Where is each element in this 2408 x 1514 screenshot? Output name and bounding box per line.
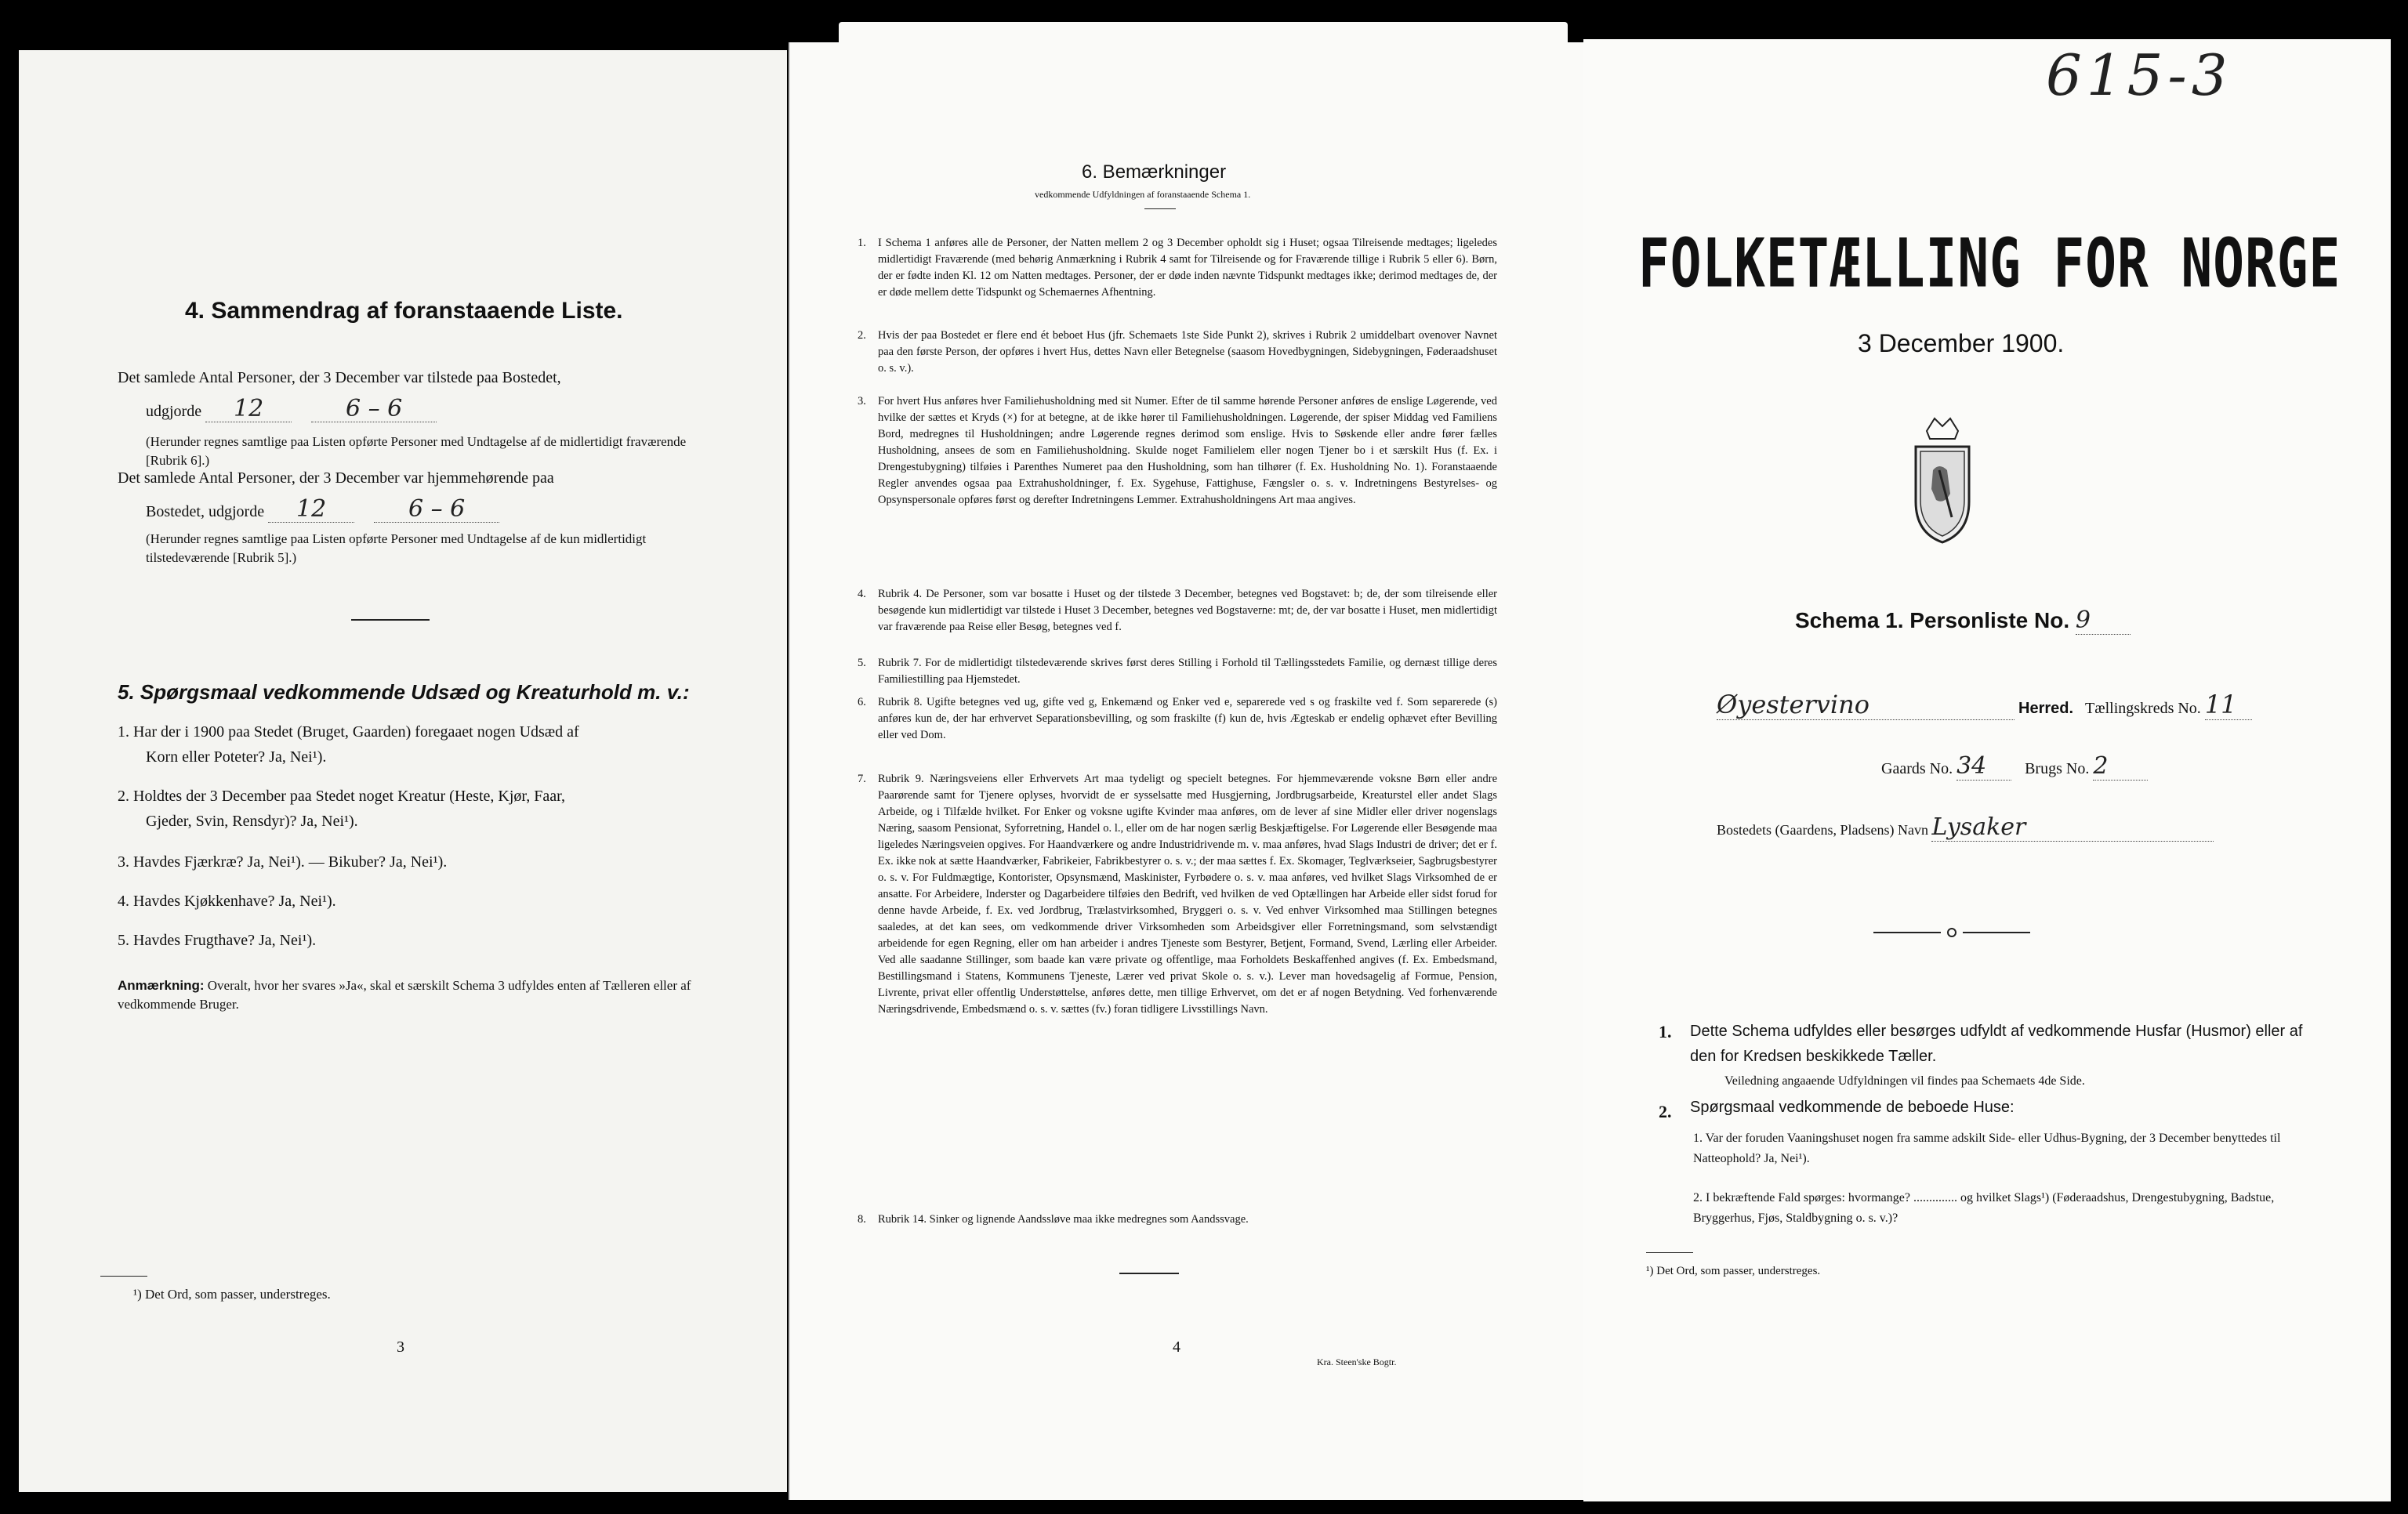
gaards-row [1881,752,2148,781]
kreds-label: Tællingskreds No. [2085,700,2201,717]
remark-number: 8. [858,1213,866,1226]
gaards-value: 34 [1956,752,2011,781]
q1b: Korn eller Poteter? Ja, Nei¹). [146,748,327,766]
remark-number: 1. [858,237,866,249]
remarks-rule [1144,208,1176,209]
coat-of-arms-emblem [1908,407,1977,549]
remark-number: 7. [858,773,866,785]
q2: 2. Holdtes der 3 December paa Stedet noget Kreatur (Heste, Kjør, Faar, [118,788,565,805]
schema-row [1795,607,2131,635]
remark-text: Hvis der paa Bostedet er flere end ét beboet Hus (jfr. Schemaets 1ste Side Punkt 2), skrives i Rubrik 2 umiddelbart ovenover Navnet paa den første Person, der opføres i hvert Hus, dettes Navn eller Betegnelse (saasom Hovedbygningen, Sidebygningen, Føderaadshuset o. s. v.). [878,329,1497,375]
instr1-text: Dette Schema udfyldes eller besørges udfyldt af vedkommende Husfar (Husmor) eller af den for Kredsen beskikkede Tæller. [1690,1023,2303,1065]
remark-number: 3. [858,395,866,407]
item1-value-row [146,397,742,424]
item1-note: (Herunder regnes samtlige paa Listen opførte Personer med Undtagelse af de midlertidigt fraværende [Rubrik 6].) [146,434,687,468]
remarks-subtitle: vedkommende Udfyldningen af foranstaaende Schema 1. [1035,189,1251,200]
herred-value: Øyestervino [1717,690,2015,720]
remark-item [858,694,1497,744]
item2-note: (Herunder regnes samtlige paa Listen opførte Personer med Undtagelse af de kun midlertidigt tilstedeværende [Rubrik 5].) [146,531,647,565]
right-footnote-rule [1646,1252,1693,1253]
right-footnote: ¹) Det Ord, som passer, understreges. [1646,1265,1821,1277]
mid-page-number: 4 [1173,1338,1180,1356]
remark-item [858,586,1497,636]
left-page-number: 3 [397,1338,404,1356]
remark-number: 4. [858,588,866,600]
schema-label: Schema 1. Personliste No. [1795,608,2070,632]
instr2-num: 2. [1659,1102,1672,1121]
remark-number: 6. [858,696,866,708]
remark-number: 5. [858,657,866,669]
remark-item [858,655,1497,688]
q5: 5. Havdes Frugthave? Ja, Nei¹). [118,932,317,949]
census-date: 3 December 1900. [1858,329,2065,357]
anm-text: Overalt, hvor her svares »Ja«, skal et særskilt Schema 3 udfyldes enten af Tælleren eller af vedkommende Bruger. [118,978,691,1012]
item1-text: Det samlede Antal Personer, der 3 December var tilstede paa Bostedet, [118,369,561,386]
section4-title: 4. Sammendrag af foranstaaende Liste. [185,298,623,324]
instr2-text: Spørgsmaal vedkommende de beboede Huse: [1690,1099,2015,1116]
remark-text: For hvert Hus anføres hver Familiehusholdning med sit Numer. Efter de til samme hørende Personer anføres de enslige Løgerende, ved hvilke der sættes et Kryds (×) for at betegne, at de ikke hører til Familiehusholdningen. Løgerende, der spiser Middag ved Familiens Bord, medregnes til Husholdningen; andre Løgerende regnes derimod som enslige. Hvis to Søskende eller andre fører fælles Husholdning, ansees de som en Familiehusholdning. Skulde noget Familielem eller nogen Tjener bo i et særskilt Hus (f. Ex. i Drengestubygning) tilføies i Parenthes Numeret paa den Husholdning, som han tilhører (f. Ex. Husholdning No. 1). Foranstaaende Regler anvendes ogsaa paa Extrahusholdninger, f. Ex. Sygehuse, Fattighuse, Fængsler o. s. v. Indretningens Bestyrelses- og Opsynspersonale opføres først og derefter Indretningens Lemmer. Extrahusholdningens Art maa angives. [878,395,1497,506]
footnote-rule [100,1276,147,1277]
ornament-divider [1873,925,2030,940]
instr2-q2: 2. I bekræftende Fald spørges: hvormange? .............. og hvilket Slags¹) (Føderaadshus, Drengestubygning, Badstue, Bryggerhus, Fjøs, Staldbygning o. s. v.)? [1693,1191,2275,1225]
bosted-label: Bostedets (Gaardens, Pladsens) Navn [1717,822,1928,838]
remark-text: Rubrik 8. Ugifte betegnes ved ug, gifte ved g, Enkemænd og Enker ved e, separerede ved s og fraskilte ved f. Som separerede (s) anføres kun de, der har erhvervet Separationsbevilling, og som fraskilte (f) kun de, hvis Ægteskab er endelig ophævet efter Bevilling eller ved Dom. [878,696,1497,741]
q3: 3. Havdes Fjærkræ? Ja, Nei¹). — Bikuber? Ja, Nei¹). [118,853,448,871]
item2-total: 12 [268,497,354,523]
printer-mark: Kra. Steen'ske Bogtr. [1317,1356,1397,1367]
gaards-label: Gaards No. [1881,760,1953,777]
item2-value-row [146,497,742,524]
instr1-note: Veiledning angaaende Udfyldningen vil findes paa Schemaets 4de Side. [1724,1074,2085,1088]
stamp-number: 615-3 [2046,42,2232,108]
remark-item [858,771,1497,1018]
remarks-title: 6. Bemærkninger [1082,161,1227,183]
q1: 1. Har der i 1900 paa Stedet (Bruget, Gaarden) foregaaet nogen Udsæd af [118,723,579,741]
remark-text: Rubrik 4. De Personer, som var bosatte i Huset og der tilstede 3 December, betegnes ved Bogstavet: b; de, der som tilreisende eller besøgende kun midlertidigt var tilstede i Huset 3 December, betegnes ved Bogstaverne: mt; de, der var bosatte i Huset, men midlertidigt var fraværende paa Reise eller Besøg, betegnes ved f. [878,588,1497,633]
herred-label: Herred. [2018,700,2074,717]
item2-text: Det samlede Antal Personer, der 3 December var hjemmehørende paa [118,469,554,487]
remark-item [858,393,1497,509]
remark-text: Rubrik 14. Sinker og lignende Aandssløve maa ikke medregnes som Aandssvage. [878,1213,1249,1226]
anmaerkning [118,976,713,1014]
divider [351,619,430,621]
mid-divider [1119,1273,1179,1274]
q2b: Gjeder, Svin, Rensdyr)? Ja, Nei¹). [146,813,358,830]
bosted-row [1717,813,2214,842]
item1-total: 12 [205,397,292,422]
udgjorde-label: udgjorde [146,403,202,420]
remark-text: I Schema 1 anføres alle de Personer, der Natten mellem 2 og 3 December opholdt sig i Huset; ogsaa Tilreisende medtages; ligeledes midlertidigt Fraværende (med behørig Anmærkning i Rubrik 4 samt for Tilreisende og for Fraværende tillige i Rubrik 5 eller 6). Børn, der er fødte inden Kl. 12 om Natten medtages. Personer, der er døde inden nævnte Tidspunkt medtages ikke; derimod medtages de, der er døde mellem dette Tidspunkt og Schemaernes Afhentning. [878,237,1497,299]
instr2-q1: 1. Var der foruden Vaaningshuset nogen fra samme adskilt Side- eller Udhus-Bygning, der 3 December benyttedes til Natteophold? Ja, Nei¹). [1693,1132,2281,1165]
kreds-value: 11 [2205,690,2252,720]
remark-item [858,1212,1497,1228]
bosted-value: Lysaker [1931,813,2214,842]
instr1-num: 1. [1659,1022,1672,1041]
section5-title: 5. Spørgsmaal vedkommende Udsæd og Kreaturhold m. v.: [118,680,690,704]
herred-row [1717,690,2252,720]
left-footnote: ¹) Det Ord, som passer, understreges. [133,1287,331,1302]
section4-item2 [118,465,713,491]
census-title: FOLKETÆLLING FOR NORGE [1638,224,2341,303]
remark-text: Rubrik 7. For de midlertidigt tilstedeværende skrives først deres Stilling i Forhold til Tællingsstedets Familie, og dernæst tillige deres Familiestilling paa Hjemstedet. [878,657,1497,686]
brugs-label: Brugs No. [2025,760,2090,777]
remark-text: Rubrik 9. Næringsveiens eller Erhvervets Art maa tydeligt og specielt betegnes. For hjemmeværende voksne Børn eller andre Paarørende samt for Tjenere oplyses, hvorvidt de er sysselsatte med Husgjerning, Jordbrugsarbeide, Kreaturstel eller andet Slags Arbeide, og i Tilfælde hvilket. For Enker og voksne ugifte Kvinder maa anføres, om de lever af sine Midler eller driver nogenslags Næring, saasom Pensionat, Syforretning, Handel o. l., eller om de har nogen særlig Beskjæftigelse. For Løgerende eller Besøgende maa ligeledes Næringsveien opgives. For Haandværkere og andre Industridrivende m. v. maa anføres, hvad Slags Industri de driver; det er f. Ex. ikke nok at sætte Haandværker, Fabrikeier, Fabrikbestyrer o. s. v.; der maa sættes f. Ex. Skomager, Teglværkseier, Sagbrugsbestyrer o. s. v. For Fuldmægtige, Kontorister, Opsynsmænd, Maskinister, Fyrbødere o. s. v. maa anføres, ved hvilket Slags Virksomhed de er ansatte. For Arbeidere, Inderster og Dagarbeidere tilføies den Bedrift, ved hvilken de ved Optællingen har Arbeide eller sidst forud for denne havde Arbeide, f. Ex. ved Jordbrug, Trælastvirksomhed, Bryggeri o. s. v. Ved enhver Virksomhed maa Stillingen betegnes saaledes, at det kan sees, om vedkommende driver Virksomheden som Arbeidsgiver eller Forretningsmand, som selvstændigt arbeidende for egen Regning, eller om han arbeider i andres Tjeneste som Bestyrer, Betjent, Formand, Svend, Lærling eller Arbeider. Ved alle saadanne Stillinger, som baade kan være private og offentlige, maa Forholdets Beskaffenhed angives (f. Ex. Embedsmand, Bestillingsmand i Statens, Kommunens Tjeneste, Lærer ved privat Skole o. s. v.). Lever man hovedsagelig af Formue, Pension, Livrente, privat eller offentlig Understøttelse, anføres dette, men tillige Erhvervet, om det er af nogen Betydning. Ved forhenværende Næringsdrivende, Embedsmænd o. s. v. sættes (fv.) foran tidligere Livsstillings Navn. [878,773,1497,1016]
item1-split: 6 – 6 [311,397,437,422]
personliste-number: 9 [2076,607,2131,635]
remark-number: 2. [858,329,866,342]
item2-split: 6 – 6 [374,497,499,523]
remark-item [858,235,1497,301]
anm-label: Anmærkning: [118,978,205,993]
bosted-label: Bostedet, udgjorde [146,503,265,520]
q4: 4. Havdes Kjøkkenhave? Ja, Nei¹). [118,893,336,910]
section4-item1 [118,365,713,390]
remark-item [858,328,1497,377]
brugs-value: 2 [2093,752,2148,781]
